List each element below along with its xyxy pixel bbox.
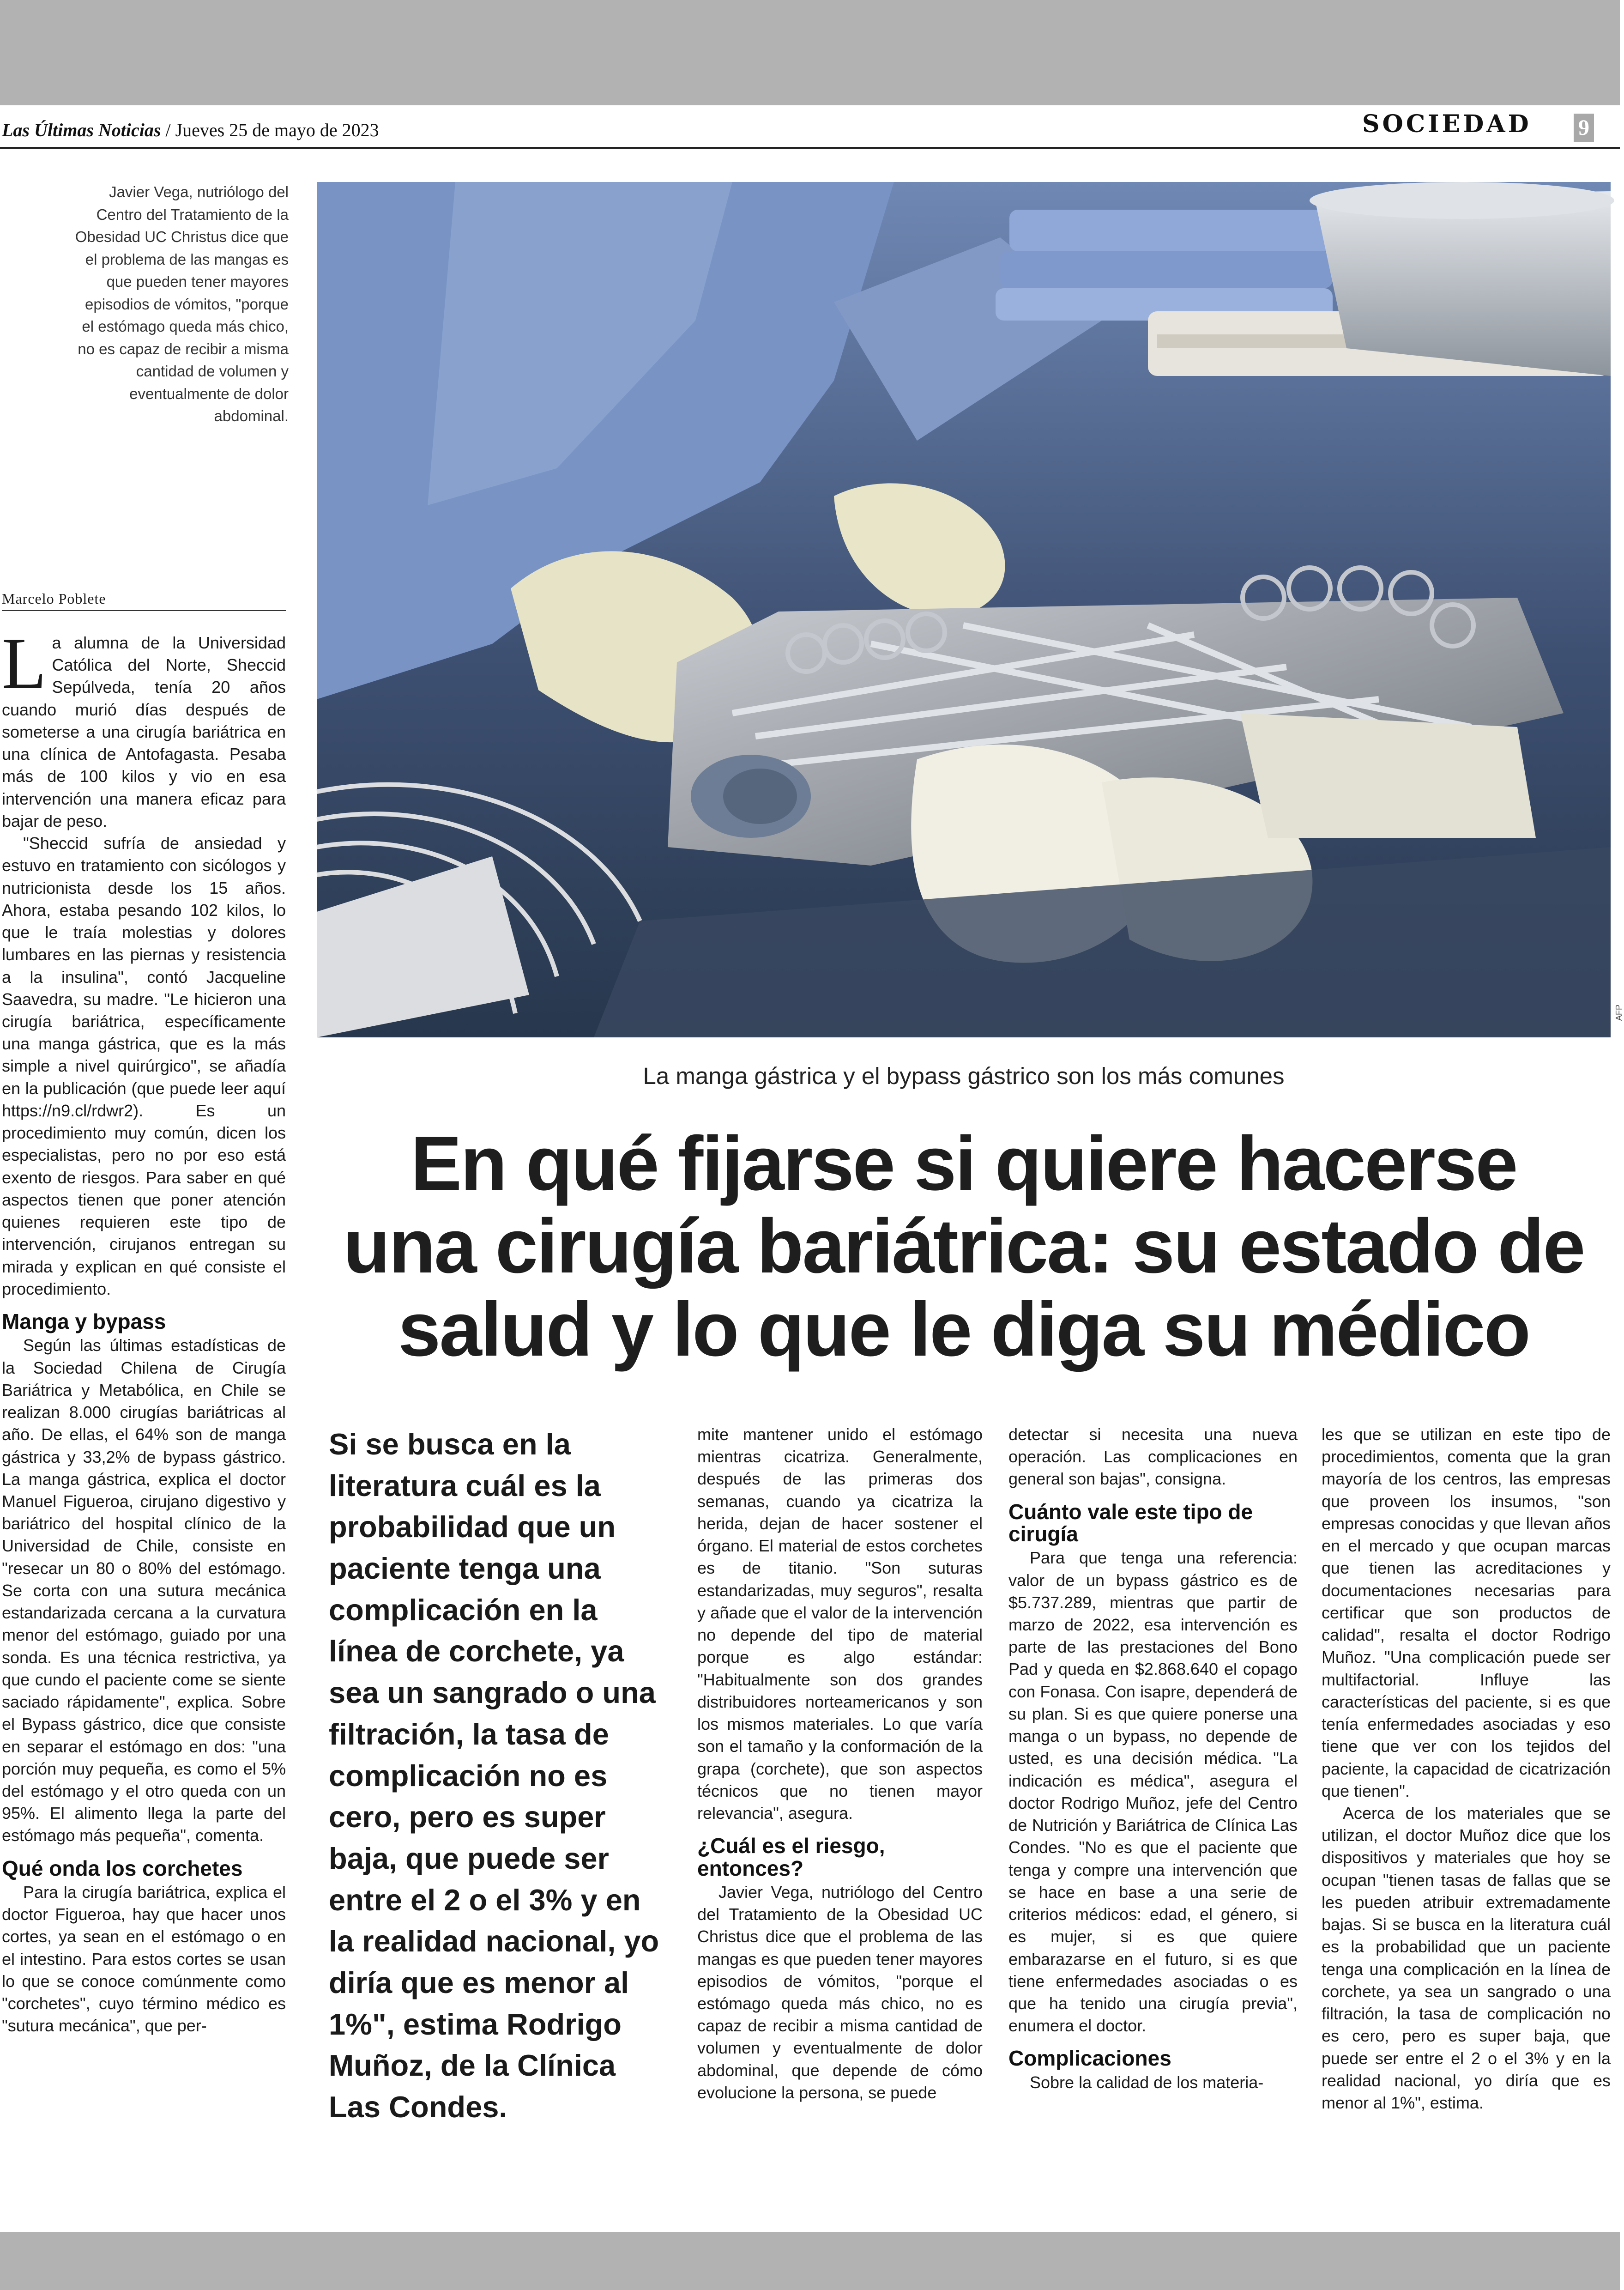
headline-line-2: una cirugía bariátrica: su estado de xyxy=(343,1204,1584,1290)
header-rule xyxy=(0,147,1620,149)
publication-name: Las Últimas Noticias xyxy=(2,120,161,140)
paragraph: Sobre la calidad de los materia- xyxy=(1030,2072,1264,2092)
paragraph: Para que tenga una referencia: valor de un bypass gástrico es de $5.737.289, mientras que partir de marzo de 2022, esa intervención es parte de las prestaciones del Bono Pad y queda en $2.868.640 el copago con Fonasa. Con isapre, dependerá de su plan. Si es que quiere ponerse una manga o un bypass, no depende de usted, es una decisión médica. "La indicación es médica", asegura el doctor Rodrigo Muñoz, jefe del Centro de Nutrición y Bariátrica de Clínica Las Condes. "No es que el paciente que tenga y compre una intervención que se hace en base a una serie de criterios médicos: edad, el género, si es mujer, si es que quiere embarazarse en el futuro, si es que tiene enfermedades asociadas o es que ha tenido una cirugía previa", enumera el doctor. xyxy=(1008,1548,1298,2036)
article-column-1 xyxy=(2,623,286,2037)
subheading: Complicaciones xyxy=(1008,2046,1171,2071)
article-column-5 xyxy=(1322,1424,1611,2114)
masthead xyxy=(2,119,379,141)
paragraph: detectar si necesita una nueva operación. Las complicaciones en general son bajas", consigna. xyxy=(1008,1425,1298,1489)
byline: Marcelo Poblete xyxy=(2,590,286,611)
paragraph: les que se utilizan en este tipo de procedimientos, comenta que la gran mayoría de los centros, las empresas que proveen los insumos, "son empresas conocidas y que llevan años en el mercado y que ocupan marcas que tienen las acreditaciones y documentaciones necesarias para certificar que son productos de calidad", resalta el doctor Rodrigo Muñoz. "Una complicación puede ser multifactorial. Influye las características del paciente, si es que tenía enfermedades asociadas y eso tiene que ver con los tejidos del paciente, la capacidad de cicatrización que tienen". xyxy=(1322,1425,1611,1800)
paragraph: mite mantener unido el estómago mientras cicatriza. Generalmente, después de las primeras dos semanas, cuando ya cicatriza la herida, dejan de hacer sostener el órgano. El material de estos corchetes es de titanio. "Son suturas estandarizadas, muy seguros", resalta y añade que el valor de la intervención no depende del tipo de material porque es algo estándar: "Habitualmente son dos grandes distribuidores norteamericanos y son los mismos materiales. Lo que varía son el tamaño y la conformación de la grapa (corchete), que son aspectos técnicos que no tienen mayor relevancia", asegura. xyxy=(697,1425,983,1823)
surgery-photo xyxy=(317,182,1611,1037)
subheading: ¿Cuál es el riesgo, entonces? xyxy=(697,1834,885,1880)
top-gray-band xyxy=(0,0,1620,105)
article-column-3 xyxy=(697,1424,983,2104)
paragraph: Javier Vega, nutriólogo del Centro del Tratamiento de la Obesidad UC Christus dice que el problema de las mangas es que pueden tener mayores episodios de vómitos, "porque el estómago queda más chico, no es capaz de recibir a misma cantidad de volumen y eventualmente de dolor abdominal, que depende de cómo evolucione la persona, se puede xyxy=(697,1882,983,2102)
paragraph: Acerca de los materiales que se utilizan, el doctor Muñoz dice que los dispositivos y materiales que hoy se ocupan "tienen tasas de fallas que se les pueden atribuir extremadamente bajas. Si se busca en la literatura cuál es la probabilidad que un paciente tenga una complicación en la línea de corchete, ya sea un sangrado o una filtración, la tasa de complicación no es cero, pero es super baja, que puede ser entre el 2 o el 3% y en la realidad nacional, yo diría que es menor al 1%", estima. xyxy=(1322,1803,1611,2113)
pull-quote-text: Si se busca en la literatura cuál es la probabilidad que un paciente tenga una complicación en la línea de corchete, ya sea un sangrado o una filtración, la tasa de complicación no es cero, pero es super baja, que puede ser entre el 2 o el 3% y en la realidad nacional, yo diría que es menor al 1%", estima Rodrigo Muñoz, de la Clínica Las Condes. xyxy=(329,1427,659,2124)
drop-cap: L xyxy=(2,623,47,704)
headline-line-1: En qué fijarse si quiere hacerse xyxy=(411,1121,1517,1206)
paragraph: Para la cirugía bariátrica, explica el doctor Figueroa, hay que hacer unos cortes, ya sean en el estómago o en el intestino. Para estos cortes se usan lo que se conoce comúnmente como "corchetes", cuyo término médico es "sutura mecánica", que per- xyxy=(2,1883,286,2036)
side-quote: Javier Vega, nutriólogo del Centro del Tratamiento de la Obesidad UC Christus dice que el problema de las mangas es que pueden tener mayores episodios de vómitos, "porque el estómago queda más chico, no es capaz de recibir a misma cantidad de volumen y eventualmente de dolor abdominal. xyxy=(75,183,289,424)
section-label: SOCIEDAD xyxy=(1362,110,1532,138)
paragraph: Según las últimas estadísticas de la Sociedad Chilena de Cirugía Bariátrica y Metabólica, en Chile se realizan 8.000 cirugías bariátricas al año. De ellas, el 64% son de manga gástrica y 33,2% de bypass gástrico. La manga gástrica, explica el doctor Manuel Figueroa, cirujano digestivo y bariátrico del hospital clínico de la Universidad de Chile, consiste en "resecar un 80 o 80% del estómago. Se corta con una sutura mecánica estandarizada cercana a la curvatura menor del estómago, guiado por una sonda. Es una técnica restrictiva, ya que cundo el paciente come se siente saciado rápidamente", explica. Sobre el Bypass gástrico, dice que consiste en separar el estómago en dos: "una porción muy pequeña, es como el 5% del estómago y el otro queda con un 95%. El alimento llega la parte del estómago más pequeña", comenta. xyxy=(2,1336,286,1845)
headline xyxy=(317,1122,1611,1371)
issue-date: Jueves 25 de mayo de 2023 xyxy=(175,120,379,140)
paragraph: a alumna de la Universidad Católica del Norte, Sheccid Sepúlveda, tenía 20 años cuando murió días después de someterse a una cirugía bariátrica en una clínica de Antofagasta. Pesaba más de 100 kilos y vio en esa intervención una manera eficaz para bajar de peso. xyxy=(2,633,286,830)
subheading: Cuánto vale este tipo de cirugía xyxy=(1008,1499,1253,1546)
pull-quote xyxy=(329,1424,659,2128)
page-number: 9 xyxy=(1574,114,1594,142)
paragraph: "Sheccid sufría de ansiedad y estuvo en tratamiento con sicólogos y nutricionista desde los 15 años. Ahora, estaba pesando 102 kilos, lo que le traía molestias y dolores lumbares en las piernas y resistencia a la insulina", contó Jacqueline Saavedra, su madre. "Le hicieron una cirugía bariátrica, específicamente una manga gástrica, que es la más simple a nivel quirúrgico", se añadía en la publicación (que puede leer aquí https://n9.cl/rdwr2). Es un procedimiento muy común, dicen los especialistas, pero no por eso está exento de riesgos. Para saber en qué aspectos tienen que poner atención quienes requieren este tipo de intervención, cirujanos entregan su mirada y explican en qué consiste el procedimiento. xyxy=(2,834,286,1298)
subheading: Manga y bypass xyxy=(2,1309,166,1334)
article-column-4 xyxy=(1008,1424,1298,2094)
headline-line-3: salud y lo que le diga su médico xyxy=(398,1286,1529,1372)
subheading: Qué onda los corchetes xyxy=(2,1856,243,1880)
photo-caption: La manga gástrica y el bypass gástrico son los más comunes xyxy=(643,1063,1285,1089)
masthead-separator: / xyxy=(165,120,171,140)
bottom-gray-band xyxy=(0,2232,1620,2290)
photo-credit: AFP xyxy=(1614,1004,1624,1021)
